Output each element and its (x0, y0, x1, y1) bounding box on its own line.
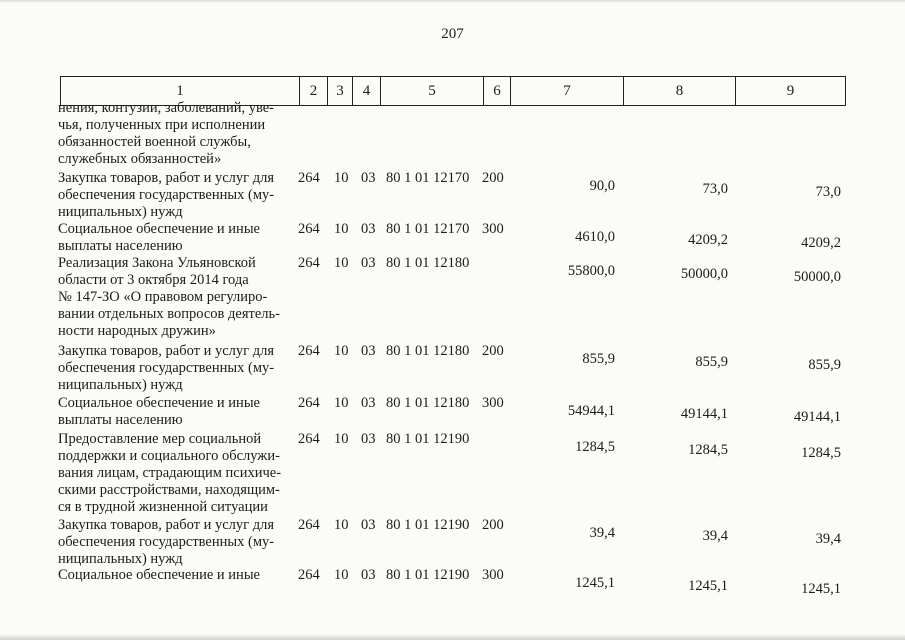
cell-c4: 03 (361, 255, 376, 271)
header-col-7: 7 (510, 76, 624, 106)
cell-c5: 80 1 01 12180 (386, 395, 470, 411)
amount-c7: 39,4 (589, 525, 615, 541)
description-line: ниципальных) нужд (58, 376, 183, 393)
row-description (58, 255, 294, 340)
description-line: Предоставление мер социальной (58, 431, 262, 447)
header-col-3: 3 (327, 76, 353, 106)
row-description (58, 431, 294, 516)
cell-c3: 10 (334, 431, 349, 447)
description-line: № 147-ЗО «О правовом регулиро- (58, 288, 268, 305)
description-line: ности народных дружин» (58, 322, 216, 339)
cell-c2: 264 (298, 567, 320, 583)
cell-c5: 80 1 01 12170 (386, 221, 470, 237)
cell-c6: 200 (482, 517, 504, 533)
description-line: вания лицам, страдающим психиче- (58, 464, 282, 481)
description-line: обязанностей военной службы, (58, 133, 251, 150)
row-description (58, 221, 294, 255)
amount-c7: 855,9 (582, 351, 615, 367)
header-col-4: 4 (352, 76, 381, 106)
amount-c8: 39,4 (702, 528, 728, 544)
amount-c8: 4209,2 (688, 232, 728, 248)
amount-c8: 855,9 (695, 354, 728, 370)
description-line: Социальное обеспечение и иные (58, 395, 260, 411)
amount-c9: 50000,0 (793, 269, 841, 285)
cell-c4: 03 (361, 170, 376, 186)
cell-c6: 200 (482, 343, 504, 359)
amount-c7: 1245,1 (575, 575, 615, 591)
description-line: нения, контузии, заболеваний, уве- (58, 100, 275, 116)
cell-c2: 264 (298, 431, 320, 447)
cell-c3: 10 (334, 395, 349, 411)
cell-c2: 264 (298, 343, 320, 359)
description-line: Реализация Закона Ульяновской (58, 255, 256, 271)
cell-c3: 10 (334, 517, 349, 533)
cell-c2: 264 (298, 170, 320, 186)
cell-c4: 03 (361, 221, 376, 237)
cell-c2: 264 (298, 517, 320, 533)
amount-c7: 90,0 (589, 178, 615, 194)
cell-c6: 300 (482, 567, 504, 583)
cell-c4: 03 (361, 517, 376, 533)
amount-c8: 50000,0 (680, 266, 728, 282)
description-line: чья, полученных при исполнении (58, 116, 266, 133)
amount-c9: 39,4 (815, 531, 841, 547)
cell-c6: 300 (482, 395, 504, 411)
cell-c5: 80 1 01 12190 (386, 517, 470, 533)
amount-c8: 73,0 (702, 181, 728, 197)
scan-edge-bottom (0, 634, 905, 640)
description-line: поддержки и социального обслужи- (58, 447, 280, 464)
description-line: ниципальных) нужд (58, 203, 183, 220)
row-description (58, 343, 294, 394)
cell-c3: 10 (334, 221, 349, 237)
amount-c9: 73,0 (815, 184, 841, 200)
cell-c3: 10 (334, 170, 349, 186)
cell-c4: 03 (361, 431, 376, 447)
row-description (58, 567, 294, 584)
amount-c7: 55800,0 (567, 263, 615, 279)
row-description (58, 100, 294, 168)
header-col-1: 1 (60, 76, 300, 106)
description-line: обеспечения государственных (му- (58, 186, 275, 203)
amount-c7: 1284,5 (575, 439, 615, 455)
cell-c6: 300 (482, 221, 504, 237)
description-line: Социальное обеспечение и иные (58, 567, 260, 583)
amount-c9: 1245,1 (801, 581, 841, 597)
header-col-5: 5 (380, 76, 484, 106)
cell-c3: 10 (334, 567, 349, 583)
cell-c2: 264 (298, 255, 320, 271)
cell-c2: 264 (298, 221, 320, 237)
cell-c2: 264 (298, 395, 320, 411)
description-line: вании отдельных вопросов деятель- (58, 305, 280, 322)
description-line: Закупка товаров, работ и услуг для (58, 343, 275, 359)
scan-edge-top (0, 0, 905, 3)
header-col-8: 8 (623, 76, 736, 106)
amount-c7: 4610,0 (575, 229, 615, 245)
description-line: Закупка товаров, работ и услуг для (58, 517, 275, 533)
amount-c9: 1284,5 (801, 445, 841, 461)
row-description (58, 517, 294, 568)
cell-c5: 80 1 01 12180 (386, 343, 470, 359)
description-line: ся в трудной жизненной ситуации (58, 498, 268, 515)
cell-c5: 80 1 01 12180 (386, 255, 470, 271)
cell-c6: 200 (482, 170, 504, 186)
description-line: обеспечения государственных (му- (58, 359, 275, 376)
description-line: области от 3 октября 2014 года (58, 271, 249, 288)
amount-c9: 855,9 (808, 357, 841, 373)
description-line: Закупка товаров, работ и услуг для (58, 170, 275, 186)
description-line: Социальное обеспечение и иные (58, 221, 260, 237)
cell-c4: 03 (361, 395, 376, 411)
cell-c5: 80 1 01 12190 (386, 567, 470, 583)
cell-c5: 80 1 01 12170 (386, 170, 470, 186)
description-line: выплаты населению (58, 411, 183, 428)
cell-c4: 03 (361, 343, 376, 359)
amount-c8: 49144,1 (680, 406, 728, 422)
amount-c9: 4209,2 (801, 235, 841, 251)
description-line: скими расстройствами, находящим- (58, 481, 280, 498)
cell-c5: 80 1 01 12190 (386, 431, 470, 447)
row-description (58, 170, 294, 221)
page-number: 207 (441, 26, 464, 42)
header-col-6: 6 (483, 76, 511, 106)
cell-c3: 10 (334, 343, 349, 359)
amount-c9: 49144,1 (793, 409, 841, 425)
row-description (58, 395, 294, 429)
amount-c8: 1284,5 (688, 442, 728, 458)
description-line: ниципальных) нужд (58, 550, 183, 567)
amount-c7: 54944,1 (567, 403, 615, 419)
cell-c4: 03 (361, 567, 376, 583)
header-col-2: 2 (299, 76, 328, 106)
header-col-9: 9 (735, 76, 846, 106)
description-line: служебных обязанностей» (58, 150, 222, 167)
description-line: обеспечения государственных (му- (58, 533, 275, 550)
cell-c3: 10 (334, 255, 349, 271)
amount-c8: 1245,1 (688, 578, 728, 594)
description-line: выплаты населению (58, 237, 183, 254)
